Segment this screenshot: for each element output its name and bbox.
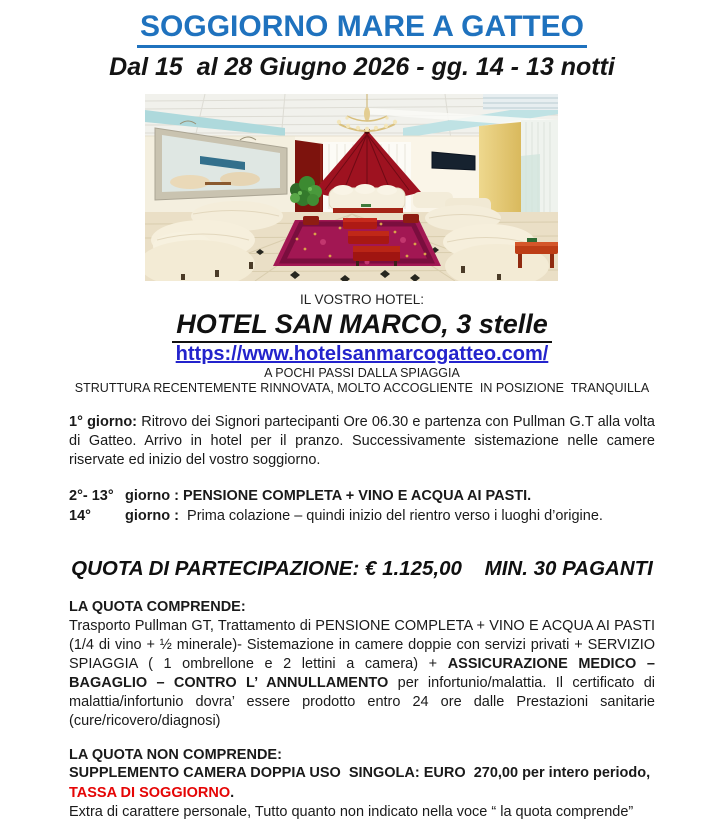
hotel-website-row: [0, 343, 724, 366]
tagline-struttura: STRUTTURA RECENTEMENTE RINNOVATA, MOLTO ACCOGLIENTE IN POSIZIONE TRANQUILLA: [74, 380, 650, 395]
flyer-page: [0, 10, 724, 823]
quota-include-heading: LA QUOTA COMPRENDE:: [69, 599, 246, 615]
itinerary-days2-13-row: [69, 487, 655, 507]
include-insurance-bold: ASSICURAZIONE MEDICO – BAGAGLIO – CONTRO L’ ANNULLAMENTO: [69, 656, 655, 691]
hotel-lobby-photo: [145, 94, 558, 281]
page-title: [0, 10, 724, 48]
page-subtitle: Dal 15 al 28 Giugno 2026 - gg. 14 - 13 notti: [109, 53, 615, 81]
page-title-text: SOGGIORNO MARE A GATTEO: [137, 10, 587, 48]
supplement-text: SUPPLEMENTO CAMERA DOPPIA USO SINGOLA: EURO 270,00 per intero periodo,: [69, 765, 655, 781]
include-text-1: Trasporto Pullman GT, Trattamento di PENSIONE COMPLETA + VINO E ACQUA AI PASTI (1/4 di vino + ½ minerale)- Sistemazione in camere doppie con servizi privati + SERVIZIO SPIAGGIA ( 1 ombrellone e 2 lettini a camera) +: [69, 618, 655, 672]
supplement-row: [69, 764, 655, 803]
quota-include-paragraph: [69, 617, 655, 731]
day1-label: 1° giorno:: [69, 414, 138, 430]
hotel-website-link[interactable]: https://www.hotelsanmarcogatteo.com/: [175, 343, 549, 365]
hotel-intro-label: IL VOSTRO HOTEL:: [299, 292, 425, 307]
participation-fee-headline: QUOTA DI PARTECIPAZIONE: € 1.125,00 MIN. 30 PAGANTI: [71, 557, 653, 580]
hotel-name-heading: [0, 308, 724, 343]
hotel-name-text: HOTEL SAN MARCO, 3 stelle: [172, 308, 552, 343]
days2-13-label: 2°- 13°: [69, 488, 114, 504]
quota-exclude-heading: LA QUOTA NON COMPRENDE:: [69, 747, 282, 763]
day1-text: Ritrovo dei Signori partecipanti Ore 06.30 e partenza con Pullman G.T alla volta di Gatteo. Arrivo in hotel per il pranzo. Successivamente sistemazione nelle camere riservate ed inizio del vostro soggiorno.: [69, 414, 655, 468]
include-text-2: per infortunio/malattia. Il certificato di malattia/infortunio dovra’ essere prodotto entro 24 ore dalle Prestazioni sanitarie (cure/ricovero/diagnosi): [69, 675, 655, 729]
extra-note-row: Extra di carattere personale, Tutto quanto non indicato nella voce “ la quota comprende”: [69, 804, 634, 820]
tourist-tax-red-text: TASSA DI SOGGIORNO: [69, 784, 231, 801]
itinerary-day1-paragraph: [69, 413, 655, 470]
day14-giorno: giorno :: [125, 507, 183, 524]
itinerary-day14-row: [69, 507, 655, 527]
tagline-spiaggia: A POCHI PASSI DALLA SPIAGGIA: [264, 366, 460, 380]
days2-13-text: giorno : PENSIONE COMPLETA + VINO E ACQUA AI PASTI.: [125, 488, 532, 504]
day14-text: Prima colazione – quindi inizio del rientro verso i luoghi d’origine.: [183, 507, 603, 524]
supplement-period: .: [230, 784, 235, 801]
day14-label: 14°: [69, 507, 91, 524]
